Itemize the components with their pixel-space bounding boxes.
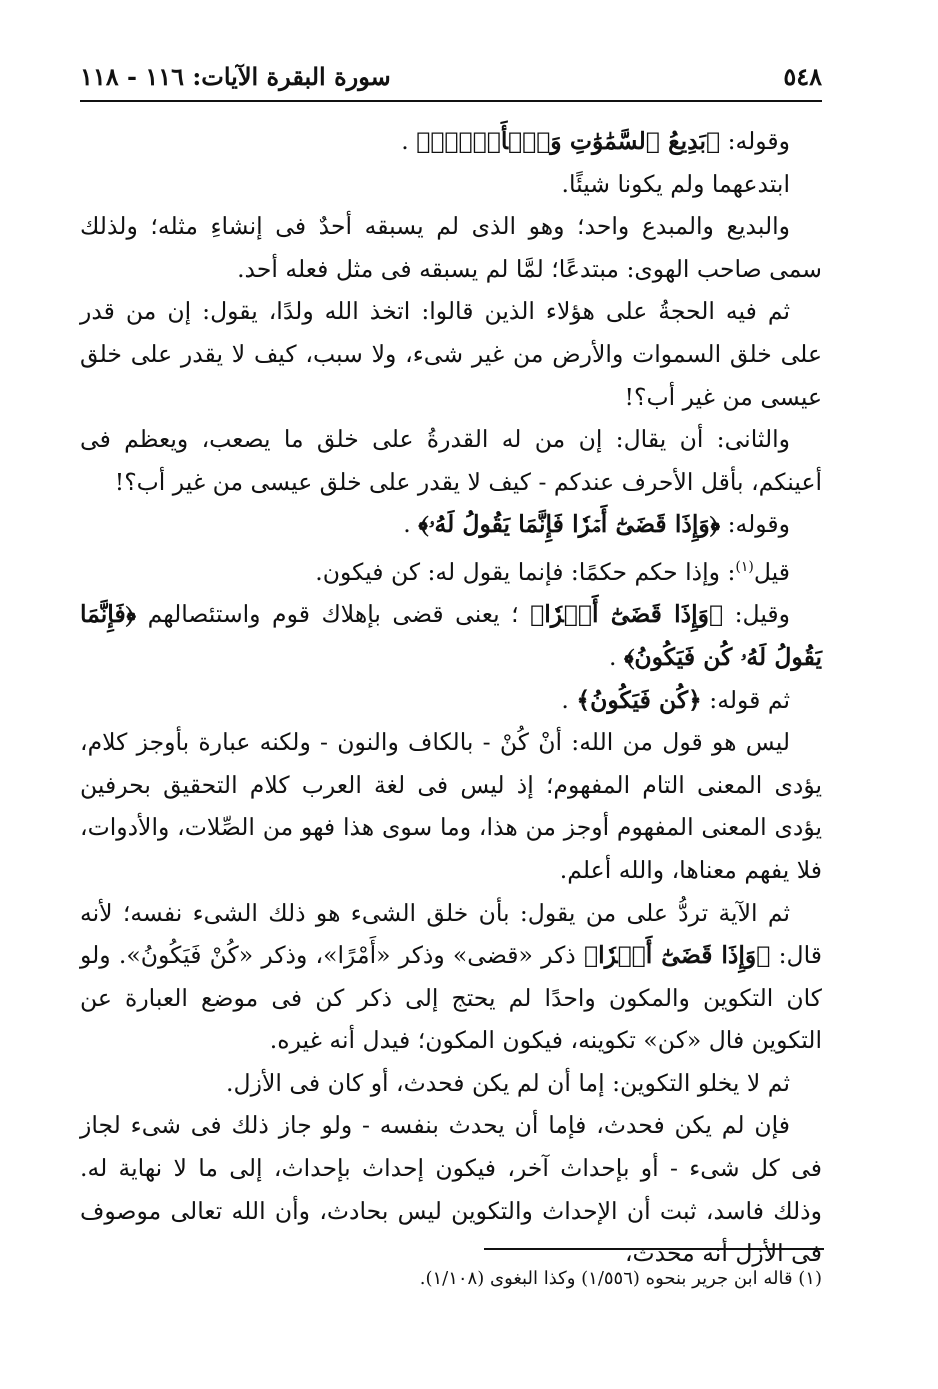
body-paragraph (80, 546, 822, 593)
body-paragraph (80, 593, 822, 678)
body-paragraph (80, 163, 822, 206)
body-paragraph (80, 120, 822, 163)
text-run: وقوله: (720, 510, 790, 539)
quran-quote: ﴿وَإِذَا قَضَىٰٓ أَمۡرٗا فَإِنَّمَا يَقُولُ لَهُۥ﴾ (418, 510, 721, 539)
text-run: . (561, 685, 577, 714)
page-number: ٥٤٨ (783, 62, 822, 91)
text-run: فإن لم يكن فحدث، فإما أن يحدث بنفسه - ولو جاز ذلك فى شىء لجاز فى كل شىء - أو بإحداث آخر، فيكون إحداث بإحداث، إلى ما لا نهاية له. وذلك فاسد، ثبت أن الإحداث والتكوين ليس بحادث، وأن الله تعالى موصوف فى الأزل أنه محدث، (80, 1111, 822, 1268)
text-run: ابتدعهما ولم يكونا شيئًا. (561, 169, 790, 198)
header-rule (80, 100, 822, 102)
text-run: وقيل: (723, 600, 790, 629)
text-run: ليس هو قول من الله: أنْ كُنْ - بالكاف والنون - ولكنه عبارة بأوجز كلام، يؤدى المعنى التام المفهوم؛ إذ ليس فى لغة العرب كلام التحقيق بحرفين يؤدى المعنى المفهوم أوجز من هذا، وما سوى هذا فهو من الصِّلات، والأدوات، فلا يفهم معناها، والله أعلم. (80, 728, 822, 884)
text-run: . (609, 642, 624, 671)
quran-quote: ﴿وَإِذَا قَضَىٰٓ أَمۡرٗا﴾ (583, 941, 771, 970)
body-paragraph (80, 290, 822, 418)
page-header (80, 58, 822, 98)
text-run: ثم الآية تردُّ على من يقول: بأن خلق الشىء هو ذلك الشىء نفسه؛ لأنه قال: (80, 898, 823, 970)
body-paragraph (80, 503, 822, 546)
body-paragraph (80, 418, 822, 503)
footnote-ref: (١) (735, 558, 754, 575)
body-text (80, 120, 822, 1275)
quran-quote: ﴿وَإِذَا قَضَىٰٓ أَمۡرٗا﴾ (530, 600, 724, 629)
text-run: قيل (753, 557, 790, 586)
text-run: والبديع والمبدع واحد؛ وهو الذى لم يسبقه أحدٌ فى إنشاءِ مثله؛ ولذلك سمى صاحب الهوى: مبتدعًا؛ لمَّا لم يسبقه فى مثل فعله أحد. (80, 212, 822, 283)
quran-quote: ﴿فَإِنَّمَا يَقُولُ لَهُۥ كُن فَيَكُونُ﴾ (80, 600, 822, 671)
body-paragraph (80, 721, 822, 891)
text-run: : وإذا حكم حكمًا: فإنما يقول له: كن فيكون. (315, 557, 736, 586)
body-paragraph (80, 679, 822, 722)
running-title: سورة البقرة الآيات: ١١٦ - ١١٨ (80, 62, 391, 91)
text-run: . (401, 127, 417, 155)
text-run: وقوله: (720, 127, 790, 155)
text-run: ؛ يعنى قضى بإهلاك قوم واستئصالهم (136, 600, 531, 629)
body-paragraph (80, 1062, 822, 1105)
text-run: ثم لا يخلو التكوين: إما أن لم يكن فحدث، أو كان فى الأزل. (226, 1068, 790, 1097)
footnote: (١) قاله ابن جرير بنحوه (١/٥٥٦) وكذا البغوى (١/١٠٨). (419, 1268, 822, 1289)
text-run: ثم فيه الحجةُ على هؤلاء الذين قالوا: اتخذ الله ولدًا، يقول: إن من قدر على خلق السموات والأرض من غير شىء، ولا سبب، كيف لا يقدر على خلق عيسى من غير أب؟! (80, 297, 822, 411)
quran-quote: ﴿بَدِيعُ ٱلسَّمَٰوَٰتِ وَٱلۡأَرۡضِۖ﴾ (416, 127, 721, 155)
text-run: ثم قوله: (701, 685, 790, 714)
body-paragraph (80, 205, 822, 290)
text-run: والثانى: أن يقال: إن من له القدرةُ على خلق ما يصعب، ويعظم فى أعينكم، بأقل الأحرف عندكم - كيف لا يقدر على خلق عيسى من غير أب؟! (80, 425, 822, 496)
footnote-rule (484, 1248, 824, 1250)
body-paragraph (80, 892, 822, 1062)
quran-quote: ﴿كُن فَيَكُونُ﴾ (576, 685, 702, 714)
text-run: . (403, 510, 419, 539)
text-run: ذكر «قضى» وذكر «أَمْرًا»، وذكر «كُنْ فَيَكُونُ». ولو كان التكوين والمكون واحدًا لم يحتج إلى ذكر كن فى موضع العبارة عن التكوين فال «كن» تكوينه، فيكون المكون؛ فيدل أنه غيره. (80, 941, 822, 1055)
